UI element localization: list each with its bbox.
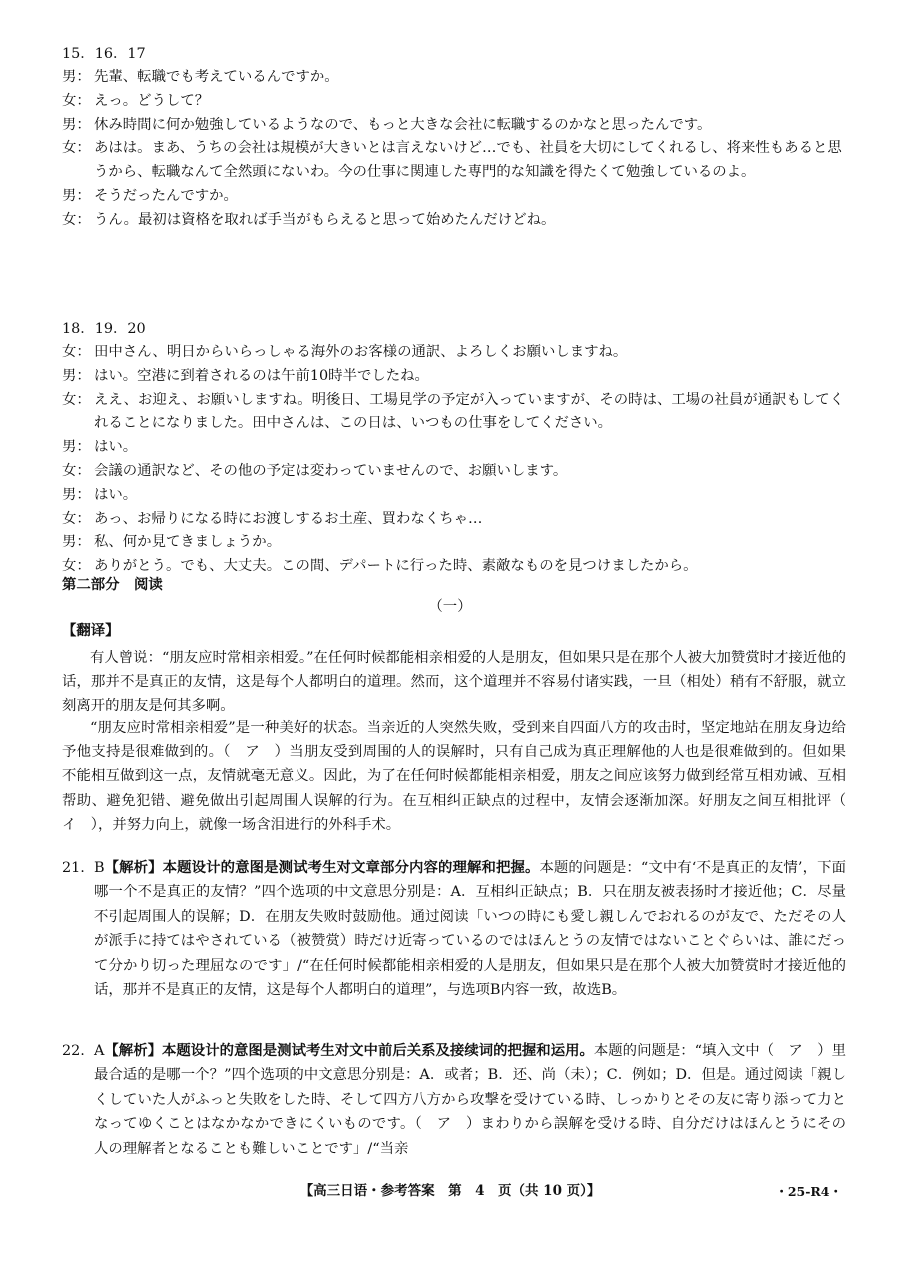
- utterance: 田中さん、明日からいらっしゃる海外のお客様の通訳、よろしくお願いしますね。: [94, 344, 628, 360]
- dialogue-15-17: [62, 42, 846, 233]
- dialogue-line: [62, 531, 846, 555]
- speaker: 男：: [62, 116, 91, 133]
- answer-body: [94, 1039, 846, 1161]
- translation-paragraph: “朋友应时常相亲相爱”是一种美好的状态。当亲近的人突然失败，受到来自四面八方的攻击时，坚定地站在朋友身边给予他支持是很难做到的。（ ア ）当朋友受到周围的人的误解时，只有自己成为真正理解他的人也是很难做到的。但如果不能相互做到这一点，友情就毫无意义。因此，为了在任何时候都能相亲相爱，朋友之间应该努力做到经常互相劝诫、互相帮助、避免犯错、避免做出引起周围人误解的行为。在互相纠正缺点的过程中，友情会逐渐加深。好朋友之间互相批评（ イ ），并努力向上，就像一场含泪进行的外科手术。: [62, 720, 861, 833]
- dialogue-line: [62, 555, 846, 579]
- part-title: 第二部分 阅读: [62, 576, 163, 593]
- speaker: 女：: [62, 140, 91, 157]
- answer-choice: A: [94, 1043, 105, 1059]
- speaker: 男：: [62, 486, 91, 503]
- translation-label: 【翻译】: [62, 622, 120, 639]
- dialogue-line: [62, 90, 846, 114]
- answer-body: [94, 856, 846, 1002]
- question-numbers: 15．16．17: [62, 46, 146, 62]
- translation-paragraph: 有人曾说：“朋友应时常相亲相爱。”在任何时候都能相亲相爱的人是朋友，但如果只是在那个人被大加赞赏时才接近他的话，那并不是真正的友情，这是每个人都明白的道理。然而，这个道理并不容易付诸实践，一旦（相处）稍有不舒服，就立刻离开的朋友是何其多啊。: [62, 650, 846, 715]
- analysis-text: 本题的问题是：“填入文中（ ア ）里最合适的是哪一个？”四个选项的中文意思分别是：A．或者；B．还、尚（未）；C．例如；D．但是。通过阅读「親しくしていた人がふっと失敗をした時、そして四方八方から攻撃を受けている時、しっかりとその友に寄り添って力となってゆくことはなかなかできにくいものです。（ ア ）まわりから誤解を受ける時、自分だけはほんとうにその人の理解者となることも難しいことです」/“当亲: [94, 1043, 846, 1157]
- dialogue-line: [62, 341, 846, 365]
- speaker: 男：: [62, 69, 91, 85]
- utterance: あはは。まあ、うちの会社は規模が大きいとは言えないけど…でも、社員を大切にしてくれるし、将来性もあると思うから、転職なんて全然頭にないわ。今の仕事に関連した専門的な知識を得たくて勉強しているのよ。: [94, 140, 842, 181]
- dialogue-line: [62, 389, 846, 437]
- utterance: ありがとう。でも、大丈夫。この間、デパートに行った時、素敵なものを見つけましたから。: [94, 558, 698, 575]
- page-code: ・25-R4・: [775, 1184, 842, 1199]
- speaker: 男：: [62, 187, 91, 204]
- answer-choice: B: [94, 860, 105, 876]
- analysis-intent: 本题设计的意图是测试考生对文章部分内容的理解和把握。: [162, 859, 540, 876]
- speaker: 男：: [62, 439, 91, 456]
- analysis-label: 【解析】: [104, 859, 163, 876]
- page-footer: 【高三日语・参考答案 第 4 页（共 10 页）】: [299, 1183, 601, 1199]
- utterance: はい。空港に到着されるのは午前10時半でしたね。: [94, 367, 429, 384]
- speaker: 女：: [62, 92, 91, 109]
- answer-number: 21.: [62, 860, 85, 876]
- speaker: 男：: [62, 367, 91, 384]
- utterance: 会議の通訳など、その他の予定は変わっていませんので、お願いします。: [94, 462, 568, 479]
- utterance: 先輩、転職でも考えているんですか。: [94, 69, 339, 85]
- answer-item: [62, 856, 846, 1002]
- utterance: あっ、お帰りになる時にお渡しするお土産、買わなくちゃ…: [94, 510, 483, 527]
- speaker: 男：: [62, 534, 91, 551]
- speaker: 女：: [62, 391, 91, 408]
- utterance: はい。: [94, 486, 138, 503]
- dialogue-line: [62, 484, 846, 508]
- utterance: うん。最初は資格を取れば手当がもらえると思って始めたんだけどね。: [94, 211, 556, 228]
- dialogue-line: [62, 209, 846, 233]
- utterance: 休み時間に何か勉強しているようなので、もっと大きな会社に転職するのかなと思ったんです。: [94, 116, 712, 133]
- dialogue-line: [62, 460, 846, 484]
- speaker: 女：: [62, 344, 91, 360]
- dialogue-line: [62, 137, 846, 185]
- utterance: えっ。どうして？: [94, 92, 210, 109]
- analysis-text: 本题的问题是：“文中有‘不是真正的友情’，下面哪一个不是真正的友情？”四个选项的中文意思分别是：A．互相纠正缺点；B．只在朋友被表扬时才接近他；C．尽量不引起周围人的误解；D．在朋友失败时鼓励他。通过阅读「いつの時にも愛し親しんでおれるのが友で、ただその人が派手に持てはやされている（被赞赏）時だけ近寄っているのではほんとうの友情ではないことぐらいは、誰にだって分かり切った理屈なのです」/“在任何时候都能相亲相爱的人是朋友，但如果只是在那个人被大加赞赏时才接近他的话，那并不是真正的友情，这是每个人都明白的道理”，与选项B内容一致，故选B。: [94, 860, 846, 999]
- dialogue-line: [62, 114, 846, 138]
- answer-item: [62, 1039, 846, 1161]
- utterance: 私、何か見てきましょうか。: [94, 534, 282, 551]
- speaker: 女：: [62, 462, 91, 479]
- speaker: 女：: [62, 558, 91, 575]
- utterance: そうだったんですか。: [94, 187, 238, 204]
- dialogue-line: [62, 508, 846, 532]
- dialogue-line: [62, 436, 846, 460]
- answer-number: 22.: [62, 1043, 85, 1059]
- analysis-label: 【解析】: [104, 1042, 162, 1059]
- speaker: 女：: [62, 211, 91, 228]
- dialogue-line: [62, 365, 846, 389]
- analysis-intent: 本题设计的意图是测试考生对文中前后关系及接续词的把握和运用。: [162, 1042, 594, 1059]
- utterance: ええ、お迎え、お願いしますね。明後日、工場見学の予定が入っていますが、その時は、工場の社員が通訳もしてくれることになりました。田中さんは、この日は、いつもの仕事をしてください。: [94, 391, 845, 432]
- speaker: 女：: [62, 510, 91, 527]
- dialogue-line: [62, 66, 846, 90]
- section-number: （一）: [428, 599, 472, 615]
- question-numbers: 18．19．20: [62, 321, 146, 337]
- dialogue-line: [62, 185, 846, 209]
- utterance: はい。: [94, 439, 138, 456]
- dialogue-18-20: [62, 317, 846, 579]
